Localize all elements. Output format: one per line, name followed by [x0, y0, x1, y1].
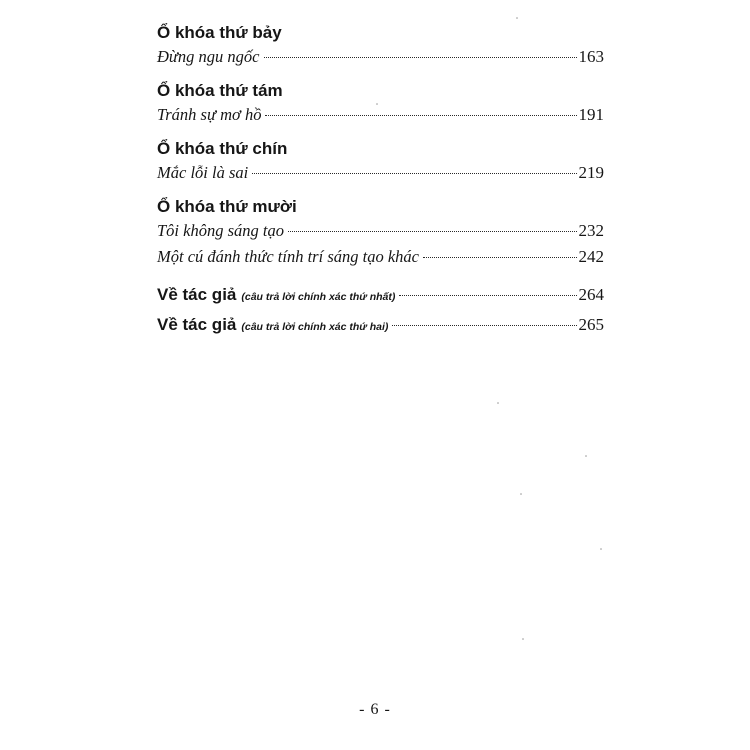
about-author-title: Về tác giả	[157, 315, 237, 334]
toc-entry-page: 191	[578, 105, 604, 124]
toc-entry-page: 265	[578, 315, 604, 334]
toc-entry-page: 242	[578, 247, 604, 266]
toc-section-8	[157, 80, 604, 128]
chapter-heading: Ổ khóa thứ mười	[157, 197, 297, 216]
toc-entry-page: 264	[578, 285, 604, 304]
toc-entry-page: 163	[578, 47, 604, 66]
dot-leader	[264, 57, 577, 58]
toc-entry-title: Tránh sự mơ hồ	[157, 105, 262, 124]
scan-speck	[376, 103, 378, 105]
about-author-title: Về tác giả	[157, 285, 237, 304]
toc-entry-title: Đừng ngu ngốc	[157, 47, 260, 66]
toc-entry	[157, 280, 604, 310]
toc-section-10	[157, 196, 604, 270]
toc-entry-page: 232	[578, 221, 604, 240]
toc-entry	[157, 310, 604, 340]
toc-section-7	[157, 22, 604, 70]
toc-entry	[157, 244, 604, 270]
about-author-note: (câu trả lời chính xác thứ hai)	[241, 321, 389, 333]
toc-entry-title: Một cú đánh thức tính trí sáng tạo khác	[157, 247, 419, 266]
toc-section-9	[157, 138, 604, 186]
dot-leader	[392, 325, 576, 326]
toc-about-author	[157, 280, 604, 340]
toc-entry-page: 219	[578, 163, 604, 182]
toc-entry	[157, 44, 604, 70]
about-author-note: (câu trả lời chính xác thứ nhất)	[241, 291, 396, 303]
dot-leader	[252, 173, 576, 174]
page-number: - 6 -	[359, 701, 391, 718]
scan-speck	[585, 455, 587, 457]
dot-leader	[423, 257, 577, 258]
chapter-heading: Ổ khóa thứ tám	[157, 81, 283, 100]
table-of-contents	[157, 22, 604, 350]
toc-entry	[157, 160, 604, 186]
toc-entry	[157, 102, 604, 128]
scan-speck	[600, 548, 602, 550]
chapter-heading: Ổ khóa thứ bảy	[157, 23, 282, 42]
toc-entry-title: Mắc lỗi là sai	[157, 163, 249, 182]
dot-leader	[399, 295, 576, 296]
dot-leader	[265, 115, 576, 116]
scan-speck	[520, 493, 522, 495]
dot-leader	[288, 231, 577, 232]
chapter-heading: Ổ khóa thứ chín	[157, 139, 288, 158]
scan-speck	[516, 17, 518, 19]
scan-speck	[497, 402, 499, 404]
scan-speck	[522, 638, 524, 640]
toc-entry-title: Tôi không sáng tạo	[157, 221, 284, 240]
toc-entry	[157, 218, 604, 244]
